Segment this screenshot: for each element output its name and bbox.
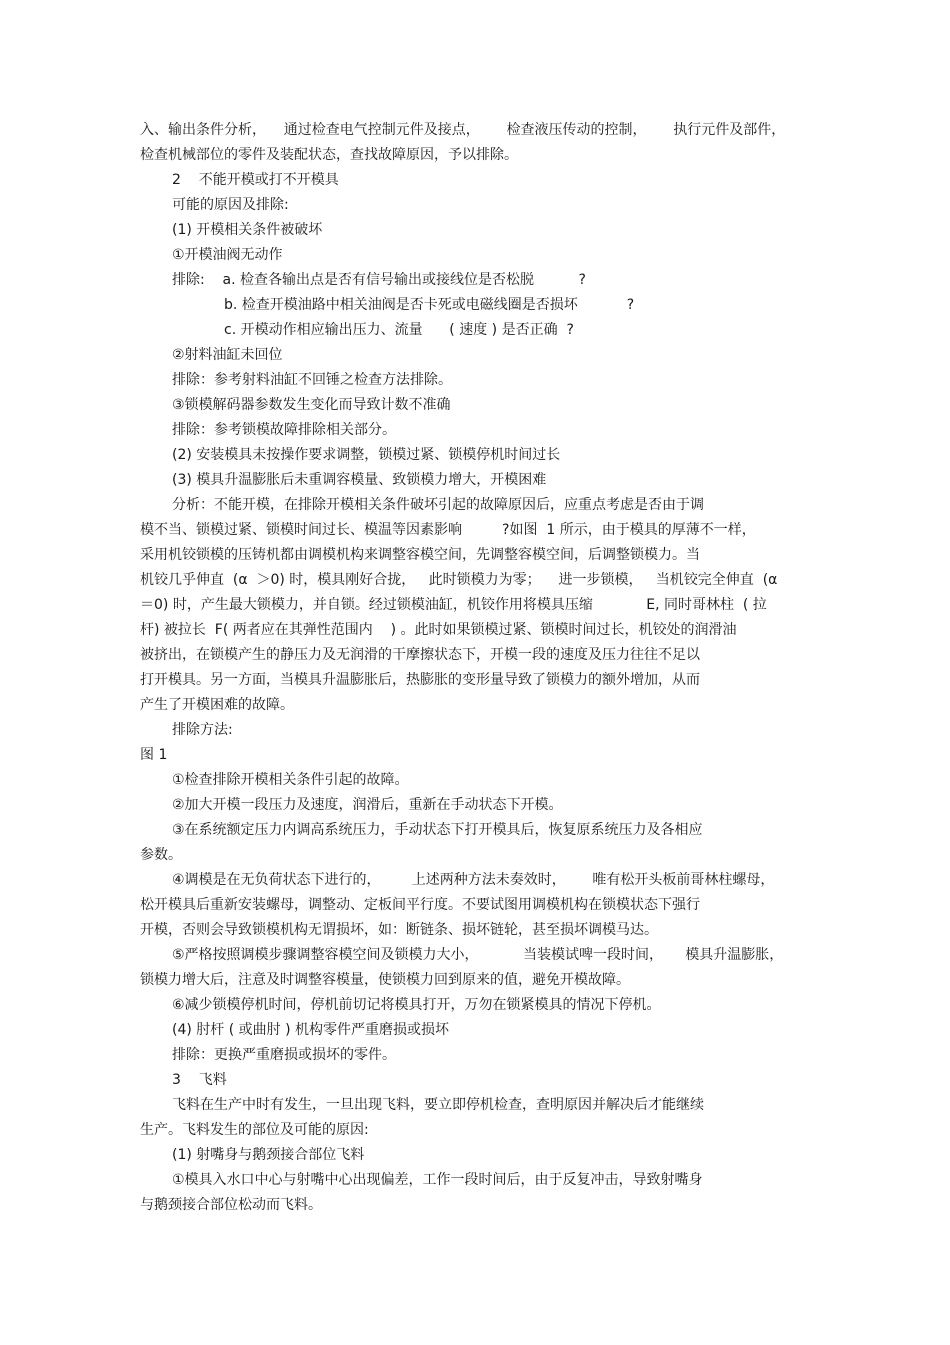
- text-line: ②射料油缸未回位: [172, 347, 283, 363]
- text-line: (4) 肘杆 ( 或曲肘 ) 机构零件严重磨损或损坏: [172, 1022, 450, 1038]
- text-line: 排除方法:: [172, 722, 233, 738]
- text-line: ②加大开模一段压力及速度，润滑后，重新在手动状态下开模。: [172, 797, 563, 813]
- text-line: 生产。飞料发生的部位及可能的原因:: [140, 1122, 369, 1138]
- text-line: (1) 射嘴身与鹅颈接合部位飞料: [172, 1147, 365, 1163]
- text-line: 被挤出，在锁模产生的静压力及无润滑的干摩擦状态下，开模一段的速度及压力往往不足以: [140, 647, 700, 663]
- text-line: 松开模具后重新安装螺母，调整动、定板间平行度。不要试图用调模机构在锁模状态下强行: [140, 897, 700, 913]
- text-line: ⑤严格按照调模步骤调整容模空间及锁模力大小， 当装模试啤一段时间， 模具升温膨胀，: [172, 947, 784, 963]
- text-line: ①开模油阀无动作: [172, 247, 283, 263]
- text-line: 排除: a. 检查各输出点是否有信号输出或接线位是否松脱 ?: [172, 272, 586, 288]
- text-line: (2) 安装模具未按操作要求调整，锁模过紧、锁模停机时间过长: [172, 447, 561, 463]
- text-line: ①检查排除开模相关条件引起的故障。: [172, 772, 409, 788]
- section-heading: 3 飞料: [172, 1072, 227, 1088]
- text-line: 打开模具。另一方面，当模具升温膨胀后，热膨胀的变形量导致了锁模力的额外增加，从而: [140, 672, 700, 688]
- text-line: c. 开模动作相应输出压力、流量 ( 速度 ) 是否正确 ?: [224, 322, 574, 338]
- text-line: 采用机铰锁模的压铸机都由调模机构来调整容模空间，先调整容模空间，后调整锁模力。当: [140, 547, 700, 563]
- text-line: (1) 开模相关条件被破坏: [172, 222, 323, 238]
- text-line: 锁模力增大后，注意及时调整容模量，使锁模力回到原来的值，避免开模故障。: [140, 972, 630, 988]
- text-line: 可能的原因及排除:: [172, 197, 289, 213]
- text-line: 杆) 被拉长 F( 两者应在其弹性范围内 ) 。此时如果锁模过紧、锁模时间过长，机铰处的润滑油: [140, 622, 737, 638]
- figure-caption: 图 1: [140, 747, 168, 763]
- text-line: ＝0) 时，产生最大锁模力，并自锁。经过锁模油缸，机铰作用将模具压缩 E, 同时哥林柱 ( 拉: [140, 597, 767, 613]
- text-line: 与鹅颈接合部位松动而飞料。: [140, 1197, 322, 1213]
- text-line: 排除：参考射料油缸不回锤之检查方法排除。: [172, 372, 452, 388]
- text-line: 检查机械部位的零件及装配状态，查找故障原因，予以排除。: [140, 147, 518, 163]
- text-line: ①模具入水口中心与射嘴中心出现偏差，工作一段时间后，由于反复冲击，导致射嘴身: [172, 1172, 703, 1188]
- text-line: 产生了开模困难的故障。: [140, 697, 294, 713]
- text-line: 参数。: [140, 847, 182, 863]
- section-heading: 2 不能开模或打不开模具: [172, 172, 339, 188]
- text-line: ④调模是在无负荷状态下进行的， 上述两种方法未奏效时， 唯有松开头板前哥林柱螺母，: [172, 872, 775, 888]
- text-line: (3) 模具升温膨胀后未重调容模量、致锁模力增大，开模困难: [172, 472, 547, 488]
- text-line: ③锁模解码器参数发生变化而导致计数不准确: [172, 397, 451, 413]
- text-line: ⑥减少锁模停机时间，停机前切记将模具打开，万勿在锁紧模具的情况下停机。: [172, 997, 661, 1013]
- text-line: 入、输出条件分析， 通过检查电气控制元件及接点， 检查液压传动的控制， 执行元件及部件，: [140, 122, 786, 138]
- text-line: 开模，否则会导致锁模机构无谓损坏，如：断链条、损坏链轮，甚至损坏调模马达。: [140, 922, 658, 938]
- text-line: 排除：参考锁模故障排除相关部分。: [172, 422, 396, 438]
- text-line: ③在系统额定压力内调高系统压力，手动状态下打开模具后，恢复原系统压力及各相应: [172, 822, 703, 838]
- text-line: 分析：不能开模，在排除开模相关条件破坏引起的故障原因后，应重点考虑是否由于调: [172, 497, 704, 513]
- text-line: 机铰几乎伸直 (α ＞0) 时，模具刚好合拢， 此时锁模力为零； 进一步锁模， 当机铰完全伸直 (α: [140, 572, 778, 588]
- text-line: 排除：更换严重磨损或损坏的零件。: [172, 1047, 396, 1063]
- text-line: 模不当、锁模过紧、锁模时间过长、模温等因素影响 ?如图 1 所示，由于模具的厚薄不一样，: [140, 522, 756, 538]
- text-line: b. 检查开模油路中相关油阀是否卡死或电磁线圈是否损坏 ?: [224, 297, 635, 313]
- text-line: 飞料在生产中时有发生，一旦出现飞料，要立即停机检查，查明原因并解决后才能继续: [172, 1097, 704, 1113]
